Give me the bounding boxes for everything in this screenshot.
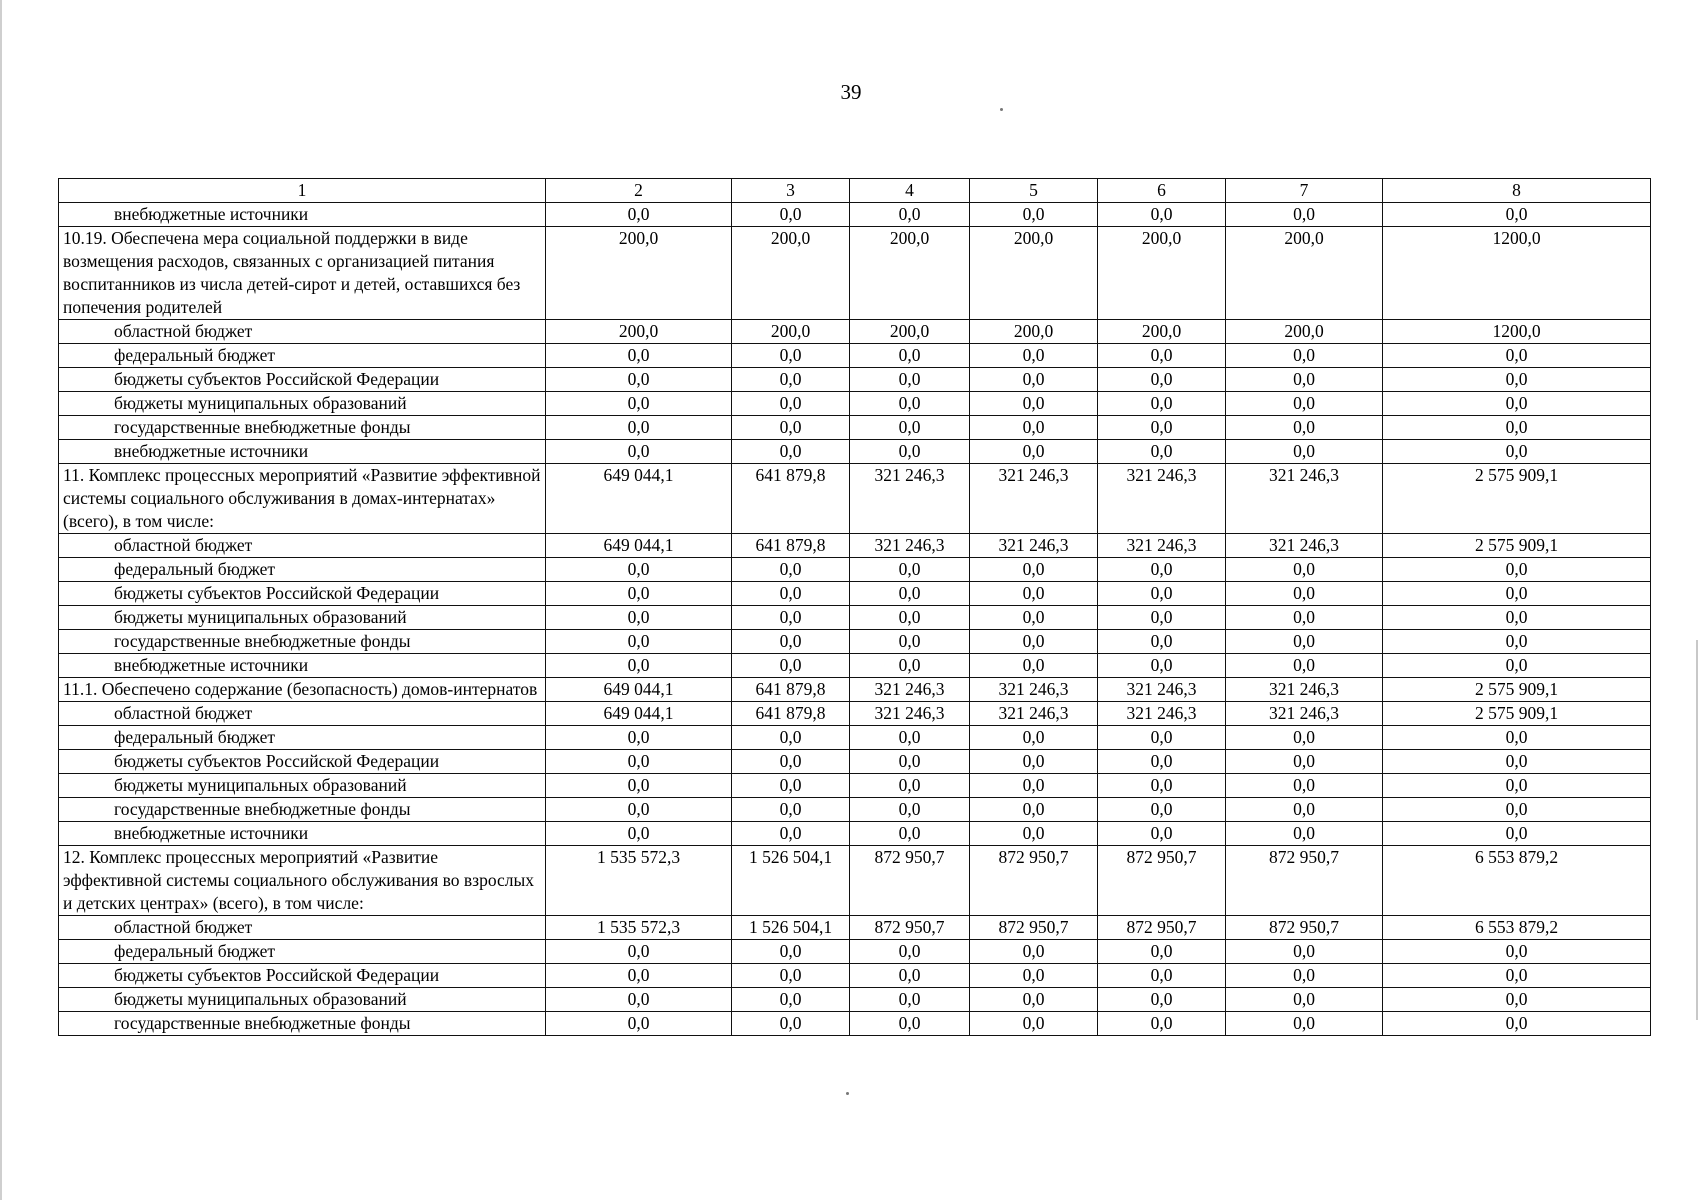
table-cell: 872 950,7 xyxy=(1098,846,1226,916)
table-cell: 0,0 xyxy=(546,440,732,464)
table-cell: 0,0 xyxy=(1226,654,1383,678)
row-label: бюджеты муниципальных образований xyxy=(59,774,546,798)
row-label: бюджеты субъектов Российской Федерации xyxy=(59,368,546,392)
table-cell: 321 246,3 xyxy=(1098,678,1226,702)
row-label: бюджеты муниципальных образований xyxy=(59,606,546,630)
table-row xyxy=(59,988,1651,1012)
row-label: государственные внебюджетные фонды xyxy=(59,1012,546,1036)
row-label: государственные внебюджетные фонды xyxy=(59,416,546,440)
table-row xyxy=(59,368,1651,392)
table-cell: 1 535 572,3 xyxy=(546,846,732,916)
table-row xyxy=(59,464,1651,534)
table-cell: 0,0 xyxy=(850,392,970,416)
table-cell: 872 950,7 xyxy=(1226,916,1383,940)
table-row xyxy=(59,416,1651,440)
table-cell: 0,0 xyxy=(546,630,732,654)
table-cell: 0,0 xyxy=(970,798,1098,822)
scan-speck xyxy=(1000,108,1003,111)
table-cell: 0,0 xyxy=(970,558,1098,582)
table-cell: 0,0 xyxy=(970,392,1098,416)
table-cell: 0,0 xyxy=(1226,964,1383,988)
table-cell: 0,0 xyxy=(732,368,850,392)
table-cell: 1 526 504,1 xyxy=(732,846,850,916)
table-cell: 2 575 909,1 xyxy=(1383,678,1651,702)
table-cell: 0,0 xyxy=(546,654,732,678)
table-cell: 321 246,3 xyxy=(970,678,1098,702)
table-cell: 200,0 xyxy=(1226,320,1383,344)
table-cell: 321 246,3 xyxy=(1098,464,1226,534)
table-cell: 0,0 xyxy=(546,988,732,1012)
row-label: 12. Комплекс процессных мероприятий «Развитие эффективной системы социального обслуживания во взрослых и детских центрах» (всего), в том числе: xyxy=(59,846,546,916)
table-cell: 0,0 xyxy=(1226,750,1383,774)
table-cell: 0,0 xyxy=(970,416,1098,440)
table-cell: 0,0 xyxy=(970,774,1098,798)
table-row xyxy=(59,227,1651,320)
table-cell: 649 044,1 xyxy=(546,678,732,702)
table-row xyxy=(59,798,1651,822)
table-cell: 0,0 xyxy=(732,940,850,964)
table-cell: 0,0 xyxy=(1383,203,1651,227)
column-header: 8 xyxy=(1383,179,1651,203)
table-row xyxy=(59,558,1651,582)
table-cell: 0,0 xyxy=(732,964,850,988)
table-cell: 0,0 xyxy=(732,392,850,416)
table-cell: 6 553 879,2 xyxy=(1383,916,1651,940)
table-cell: 0,0 xyxy=(850,1012,970,1036)
table-cell: 0,0 xyxy=(732,440,850,464)
table-cell: 0,0 xyxy=(732,774,850,798)
table-cell: 0,0 xyxy=(1098,440,1226,464)
table-row xyxy=(59,1012,1651,1036)
table-cell: 0,0 xyxy=(1098,726,1226,750)
table-row xyxy=(59,846,1651,916)
table-cell: 0,0 xyxy=(850,440,970,464)
table-cell: 321 246,3 xyxy=(1226,464,1383,534)
table-cell: 0,0 xyxy=(1098,368,1226,392)
table-cell: 0,0 xyxy=(1226,822,1383,846)
table-cell: 0,0 xyxy=(546,606,732,630)
row-label: федеральный бюджет xyxy=(59,726,546,750)
table-row xyxy=(59,726,1651,750)
table-cell: 872 950,7 xyxy=(850,916,970,940)
table-cell: 0,0 xyxy=(1383,440,1651,464)
table-cell: 0,0 xyxy=(850,344,970,368)
table-row xyxy=(59,344,1651,368)
table-cell: 321 246,3 xyxy=(970,534,1098,558)
table-cell: 0,0 xyxy=(1226,392,1383,416)
row-label: федеральный бюджет xyxy=(59,558,546,582)
table-cell: 0,0 xyxy=(1383,940,1651,964)
table-cell: 321 246,3 xyxy=(1226,702,1383,726)
table-cell: 0,0 xyxy=(546,392,732,416)
table-cell: 872 950,7 xyxy=(1098,916,1226,940)
table-row xyxy=(59,822,1651,846)
row-label: государственные внебюджетные фонды xyxy=(59,798,546,822)
table-cell: 0,0 xyxy=(546,1012,732,1036)
table-cell: 0,0 xyxy=(1098,344,1226,368)
table-cell: 0,0 xyxy=(1226,558,1383,582)
table-cell: 0,0 xyxy=(850,750,970,774)
column-header: 1 xyxy=(59,179,546,203)
table-cell: 0,0 xyxy=(850,988,970,1012)
column-header: 5 xyxy=(970,179,1098,203)
table-row xyxy=(59,440,1651,464)
table-cell: 0,0 xyxy=(732,558,850,582)
table-cell: 0,0 xyxy=(1383,368,1651,392)
table-cell: 0,0 xyxy=(970,822,1098,846)
table-cell: 0,0 xyxy=(1383,774,1651,798)
table-cell: 0,0 xyxy=(732,416,850,440)
table-cell: 0,0 xyxy=(850,774,970,798)
table-cell: 321 246,3 xyxy=(850,702,970,726)
row-label: 11.1. Обеспечено содержание (безопасность) домов-интернатов xyxy=(59,678,546,702)
scan-right-edge xyxy=(1696,640,1698,1020)
table-row xyxy=(59,750,1651,774)
table-cell: 0,0 xyxy=(1383,630,1651,654)
table-cell: 0,0 xyxy=(1383,392,1651,416)
table-cell: 0,0 xyxy=(1098,630,1226,654)
table-cell: 0,0 xyxy=(850,798,970,822)
table-cell: 0,0 xyxy=(732,630,850,654)
table-cell: 641 879,8 xyxy=(732,678,850,702)
table-cell: 0,0 xyxy=(970,344,1098,368)
table-cell: 0,0 xyxy=(1226,1012,1383,1036)
table-cell: 0,0 xyxy=(546,416,732,440)
table-cell: 0,0 xyxy=(1226,630,1383,654)
table-row xyxy=(59,916,1651,940)
table-cell: 0,0 xyxy=(1226,582,1383,606)
table-cell: 641 879,8 xyxy=(732,534,850,558)
table-cell: 0,0 xyxy=(1383,416,1651,440)
table-cell: 0,0 xyxy=(1383,964,1651,988)
row-label: государственные внебюджетные фонды xyxy=(59,630,546,654)
table-cell: 0,0 xyxy=(970,440,1098,464)
column-header: 6 xyxy=(1098,179,1226,203)
table-cell: 0,0 xyxy=(732,726,850,750)
table-cell: 0,0 xyxy=(970,630,1098,654)
table-cell: 0,0 xyxy=(1383,344,1651,368)
table-cell: 0,0 xyxy=(1226,726,1383,750)
table-cell: 321 246,3 xyxy=(1098,702,1226,726)
row-label: 10.19. Обеспечена мера социальной поддержки в виде возмещения расходов, связанных с организацией питания воспитанников из числа детей-сирот и детей, оставшихся без попечения родителей xyxy=(59,227,546,320)
table-cell: 0,0 xyxy=(1098,822,1226,846)
table-row xyxy=(59,582,1651,606)
table-cell: 0,0 xyxy=(732,344,850,368)
table-cell: 649 044,1 xyxy=(546,464,732,534)
table-cell: 6 553 879,2 xyxy=(1383,846,1651,916)
table-row xyxy=(59,630,1651,654)
table-cell: 321 246,3 xyxy=(850,534,970,558)
table-cell: 0,0 xyxy=(850,964,970,988)
table-row xyxy=(59,606,1651,630)
table-cell: 0,0 xyxy=(970,1012,1098,1036)
table-cell: 200,0 xyxy=(546,320,732,344)
table-row xyxy=(59,774,1651,798)
table-cell: 0,0 xyxy=(1383,606,1651,630)
table-cell: 0,0 xyxy=(850,630,970,654)
table-cell: 0,0 xyxy=(1098,416,1226,440)
table-cell: 0,0 xyxy=(546,558,732,582)
table-cell: 200,0 xyxy=(1226,227,1383,320)
table-cell: 872 950,7 xyxy=(850,846,970,916)
table-cell: 0,0 xyxy=(546,798,732,822)
table-cell: 1 535 572,3 xyxy=(546,916,732,940)
table-cell: 0,0 xyxy=(732,582,850,606)
table-cell: 0,0 xyxy=(732,203,850,227)
table-cell: 0,0 xyxy=(1098,750,1226,774)
table-cell: 2 575 909,1 xyxy=(1383,534,1651,558)
table-cell: 0,0 xyxy=(970,988,1098,1012)
budget-table xyxy=(58,178,1651,1036)
table-cell: 0,0 xyxy=(546,368,732,392)
scan-speck xyxy=(846,1092,849,1095)
table-cell: 200,0 xyxy=(850,227,970,320)
table-cell: 0,0 xyxy=(1226,988,1383,1012)
row-label: областной бюджет xyxy=(59,702,546,726)
table-cell: 649 044,1 xyxy=(546,702,732,726)
table-cell: 0,0 xyxy=(970,750,1098,774)
row-label: областной бюджет xyxy=(59,916,546,940)
table-cell: 0,0 xyxy=(1098,654,1226,678)
table-cell: 200,0 xyxy=(732,320,850,344)
table-cell: 0,0 xyxy=(1098,606,1226,630)
table-row xyxy=(59,702,1651,726)
table-cell: 0,0 xyxy=(1226,940,1383,964)
row-label: бюджеты субъектов Российской Федерации xyxy=(59,582,546,606)
table-cell: 0,0 xyxy=(1383,1012,1651,1036)
table-cell: 872 950,7 xyxy=(1226,846,1383,916)
scan-left-edge xyxy=(0,0,2,1200)
row-label: бюджеты субъектов Российской Федерации xyxy=(59,750,546,774)
table-cell: 0,0 xyxy=(732,654,850,678)
table-cell: 200,0 xyxy=(1098,320,1226,344)
row-label: бюджеты муниципальных образований xyxy=(59,392,546,416)
table-cell: 0,0 xyxy=(1226,368,1383,392)
table-cell: 0,0 xyxy=(1383,726,1651,750)
table-cell: 0,0 xyxy=(970,606,1098,630)
table-cell: 0,0 xyxy=(1098,1012,1226,1036)
table-cell: 321 246,3 xyxy=(970,464,1098,534)
column-header: 4 xyxy=(850,179,970,203)
table-cell: 200,0 xyxy=(970,227,1098,320)
table-cell: 0,0 xyxy=(850,822,970,846)
table-cell: 872 950,7 xyxy=(970,916,1098,940)
table-cell: 0,0 xyxy=(1383,822,1651,846)
table-cell: 200,0 xyxy=(546,227,732,320)
table-cell: 0,0 xyxy=(1226,203,1383,227)
table-cell: 0,0 xyxy=(970,582,1098,606)
table-cell: 0,0 xyxy=(1098,964,1226,988)
table-cell: 0,0 xyxy=(546,964,732,988)
table-cell: 0,0 xyxy=(1383,582,1651,606)
table-cell: 200,0 xyxy=(732,227,850,320)
column-header: 2 xyxy=(546,179,732,203)
table-cell: 0,0 xyxy=(1383,654,1651,678)
table-cell: 0,0 xyxy=(1098,988,1226,1012)
table-cell: 0,0 xyxy=(546,726,732,750)
table-cell: 0,0 xyxy=(546,582,732,606)
table-cell: 0,0 xyxy=(970,940,1098,964)
row-label: бюджеты муниципальных образований xyxy=(59,988,546,1012)
table-cell: 321 246,3 xyxy=(1098,534,1226,558)
table-row xyxy=(59,392,1651,416)
table-cell: 0,0 xyxy=(970,368,1098,392)
table-cell: 0,0 xyxy=(1226,606,1383,630)
table-cell: 0,0 xyxy=(546,774,732,798)
table-cell: 0,0 xyxy=(1226,344,1383,368)
row-label: внебюджетные источники xyxy=(59,203,546,227)
table-cell: 0,0 xyxy=(1098,940,1226,964)
table-cell: 0,0 xyxy=(732,1012,850,1036)
table-cell: 0,0 xyxy=(1226,774,1383,798)
table-cell: 0,0 xyxy=(732,822,850,846)
table-cell: 321 246,3 xyxy=(850,464,970,534)
row-label: федеральный бюджет xyxy=(59,940,546,964)
table-cell: 0,0 xyxy=(850,416,970,440)
table-cell: 0,0 xyxy=(970,654,1098,678)
table-cell: 321 246,3 xyxy=(970,702,1098,726)
table-cell: 0,0 xyxy=(970,964,1098,988)
row-label: внебюджетные источники xyxy=(59,822,546,846)
table-cell: 1 526 504,1 xyxy=(732,916,850,940)
table-cell: 1200,0 xyxy=(1383,320,1651,344)
table-cell: 0,0 xyxy=(850,368,970,392)
column-header: 7 xyxy=(1226,179,1383,203)
table-cell: 2 575 909,1 xyxy=(1383,702,1651,726)
table-cell: 0,0 xyxy=(850,582,970,606)
table-cell: 0,0 xyxy=(1383,750,1651,774)
table-cell: 321 246,3 xyxy=(850,678,970,702)
table-cell: 200,0 xyxy=(850,320,970,344)
table-cell: 0,0 xyxy=(732,988,850,1012)
table-row xyxy=(59,320,1651,344)
table-cell: 0,0 xyxy=(1383,988,1651,1012)
table-cell: 0,0 xyxy=(850,558,970,582)
table-row xyxy=(59,964,1651,988)
table-cell: 0,0 xyxy=(1098,798,1226,822)
table-cell: 321 246,3 xyxy=(1226,534,1383,558)
table-cell: 200,0 xyxy=(970,320,1098,344)
table-cell: 641 879,8 xyxy=(732,464,850,534)
table-cell: 0,0 xyxy=(1383,798,1651,822)
table-cell: 0,0 xyxy=(1098,582,1226,606)
table-cell: 0,0 xyxy=(732,606,850,630)
table-cell: 0,0 xyxy=(850,940,970,964)
table-cell: 872 950,7 xyxy=(970,846,1098,916)
table-cell: 0,0 xyxy=(1098,203,1226,227)
page-number: 39 xyxy=(840,80,862,104)
table-cell: 0,0 xyxy=(970,726,1098,750)
row-label: областной бюджет xyxy=(59,534,546,558)
row-label: областной бюджет xyxy=(59,320,546,344)
table-body xyxy=(59,203,1651,1036)
table-cell: 2 575 909,1 xyxy=(1383,464,1651,534)
table-cell: 0,0 xyxy=(1226,416,1383,440)
table-cell: 0,0 xyxy=(1383,558,1651,582)
table-cell: 0,0 xyxy=(546,750,732,774)
table-cell: 0,0 xyxy=(1098,392,1226,416)
table-cell: 1200,0 xyxy=(1383,227,1651,320)
table-cell: 641 879,8 xyxy=(732,702,850,726)
column-header: 3 xyxy=(732,179,850,203)
table-row xyxy=(59,203,1651,227)
table-cell: 200,0 xyxy=(1098,227,1226,320)
table-cell: 0,0 xyxy=(970,203,1098,227)
table-cell: 0,0 xyxy=(850,726,970,750)
table-cell: 0,0 xyxy=(732,798,850,822)
table-cell: 0,0 xyxy=(1098,558,1226,582)
table-cell: 649 044,1 xyxy=(546,534,732,558)
table-cell: 0,0 xyxy=(850,654,970,678)
table-row xyxy=(59,940,1651,964)
table-cell: 0,0 xyxy=(850,606,970,630)
row-label: внебюджетные источники xyxy=(59,440,546,464)
table-header-row xyxy=(59,179,1651,203)
row-label: федеральный бюджет xyxy=(59,344,546,368)
row-label: внебюджетные источники xyxy=(59,654,546,678)
table-cell: 0,0 xyxy=(546,822,732,846)
table-row xyxy=(59,654,1651,678)
table-cell: 321 246,3 xyxy=(1226,678,1383,702)
table-cell: 0,0 xyxy=(546,203,732,227)
table-cell: 0,0 xyxy=(1098,774,1226,798)
row-label: 11. Комплекс процессных мероприятий «Развитие эффективной системы социального обслуживания в домах-интернатах» (всего), в том числе: xyxy=(59,464,546,534)
table-cell: 0,0 xyxy=(546,940,732,964)
table-row xyxy=(59,678,1651,702)
table-cell: 0,0 xyxy=(1226,798,1383,822)
table-cell: 0,0 xyxy=(732,750,850,774)
table-row xyxy=(59,534,1651,558)
table-cell: 0,0 xyxy=(546,344,732,368)
row-label: бюджеты субъектов Российской Федерации xyxy=(59,964,546,988)
table-cell: 0,0 xyxy=(850,203,970,227)
table-cell: 0,0 xyxy=(1226,440,1383,464)
